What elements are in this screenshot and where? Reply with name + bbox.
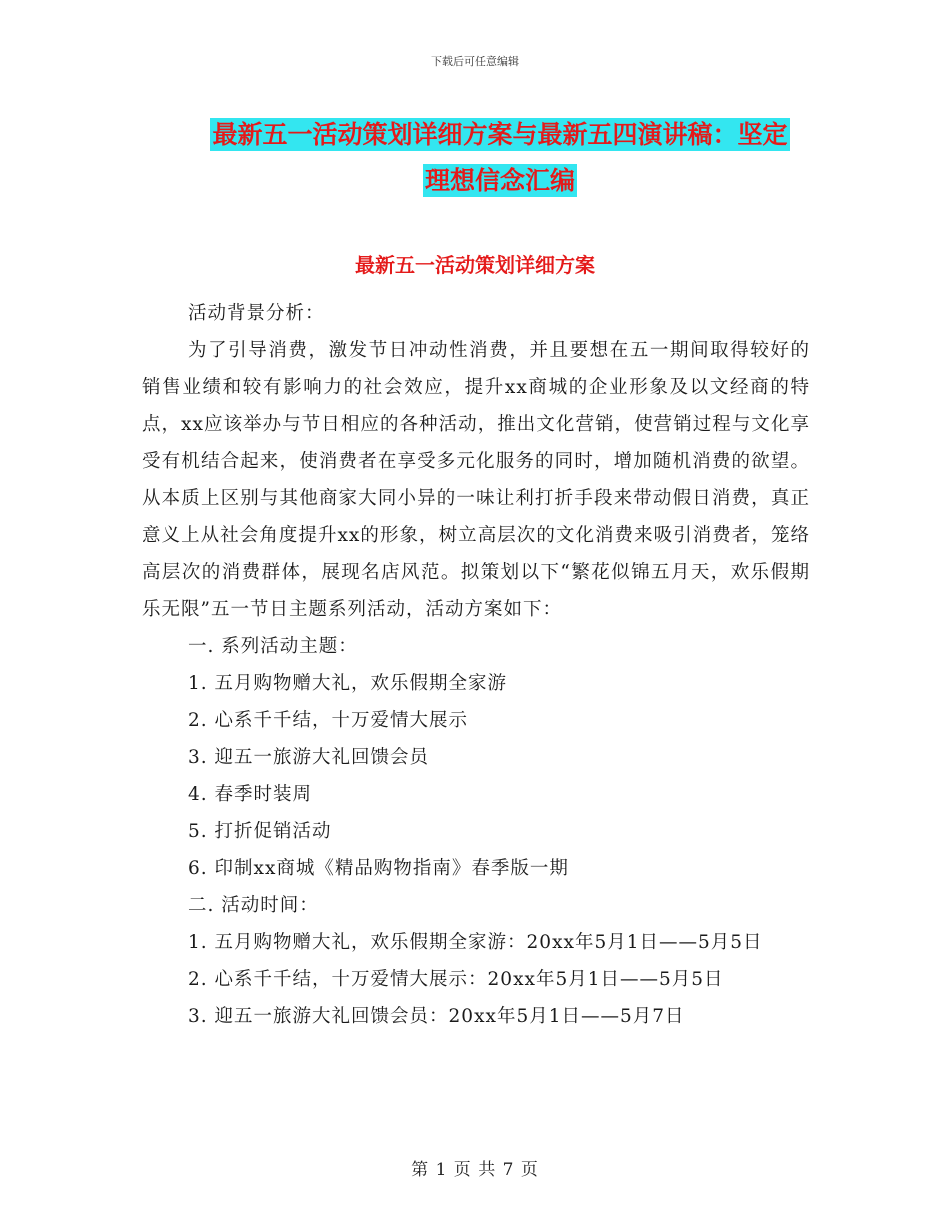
list-item: 6. 印制xx商城《精品购物指南》春季版一期 xyxy=(188,858,569,879)
heading-activity-time: 二. 活动时间： xyxy=(188,895,319,916)
paragraph-background: 为了引导消费，激发节日冲动性消费，并且要想在五一期间取得较好的销售业绩和较有影响力的社会效应，提升xx商城的企业形象及以文经商的特点，xx应该举办与节日相应的各种活动，推出文化营销，使营销过程与文化享受有机结合起来，使消费者在享受多元化服务的同时，增加随机消费的欲望。从本质上区别与其他商家大同小异的一味让利打折手段来带动假日消费，真正意义上从社会角度提升xx的形象，树立高层次的文化消费来吸引消费者，笼络高层次的消费群体，展现名店风范。拟策划以下“繁花似锦五月天，欢乐假期乐无限”五一节日主题系列活动，活动方案如下： xyxy=(142,340,810,620)
list-item: 4. 春季时装周 xyxy=(188,784,313,805)
document-body xyxy=(142,295,810,1035)
section-title: 最新五一活动策划详细方案 xyxy=(355,253,595,277)
list-item: 5. 打折促销活动 xyxy=(188,821,332,842)
document-title xyxy=(190,112,810,204)
list-item: 2. 心系千千结，十万爱情大展示：20xx年5月1日——5月5日 xyxy=(188,969,724,990)
list-item: 1. 五月购物赠大礼，欢乐假期全家游：20xx年5月1日——5月5日 xyxy=(188,932,763,953)
document-title-line2: 理想信念汇编 xyxy=(424,166,575,195)
list-item: 3. 迎五一旅游大礼回馈会员 xyxy=(188,747,430,768)
page-footer: 第 1 页 共 7 页 xyxy=(411,1160,539,1180)
document-title-line1: 最新五一活动策划详细方案与最新五四演讲稿：坚定 xyxy=(212,120,788,149)
list-item: 3. 迎五一旅游大礼回馈会员：20xx年5月1日——5月7日 xyxy=(188,1006,685,1027)
list-item: 2. 心系千千结，十万爱情大展示 xyxy=(188,710,469,731)
list-item: 1. 五月购物赠大礼，欢乐假期全家游 xyxy=(188,673,508,694)
heading-activity-themes: 一. 系列活动主题： xyxy=(188,636,358,657)
paragraph-background-heading: 活动背景分析： xyxy=(188,303,325,324)
header-note: 下载后可任意编辑 xyxy=(431,55,519,68)
